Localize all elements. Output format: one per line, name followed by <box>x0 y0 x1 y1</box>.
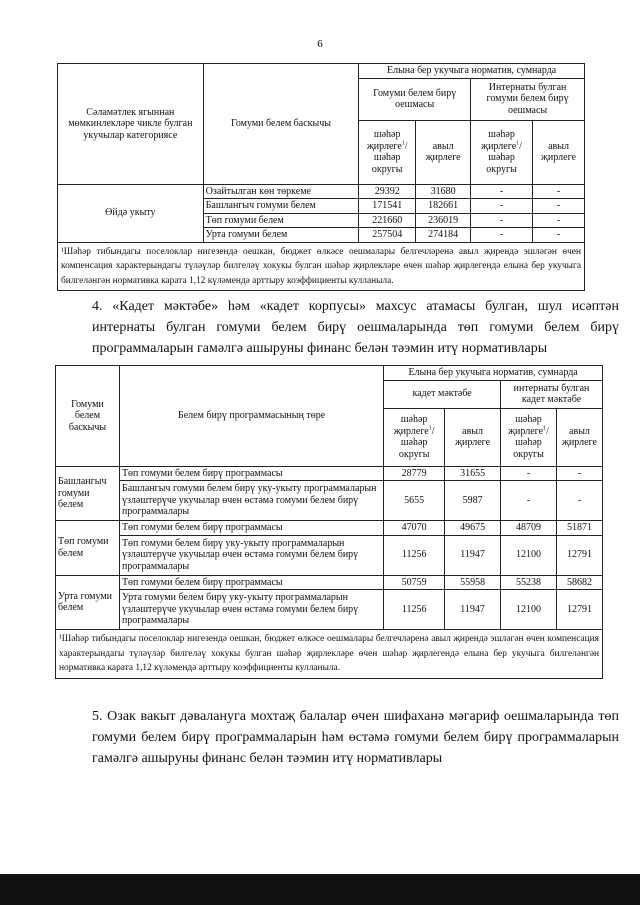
header-city <box>471 120 533 184</box>
header-general-org: Гомуми белем бирү оешмасы <box>359 78 471 120</box>
cell-value: 29392 <box>359 184 416 199</box>
header-norm: Елына бер укучыга норматив, сумнарда <box>359 64 585 79</box>
header-city-a: шәһәр җирлеге <box>508 414 544 437</box>
cell-value: 171541 <box>359 199 416 214</box>
header-rural: авыл җирлеге <box>533 120 585 184</box>
cell-value: 47070 <box>384 521 445 536</box>
cell-value: - <box>471 184 533 199</box>
row-program: Төп гомуми белем бирү уку-укыту программаларын үзләштерүче укучылар өчен өстәмә гомуми белем бирү программалары <box>119 535 383 575</box>
cell-value: 58682 <box>556 575 602 590</box>
footnote: ¹Шәһәр тибындагы поселоклар нигезендә оешкан, бюджет өлкәсе оешмалары белгечләренә авыл җирендә эшләгән өчен компенсация характерындагы түләүләр билгеләү хокукы булган шәһәр җирлекләре өчен шәһәр җирлегендә елына бер укучыга билгеләнгән нормативка карата 1,12 күләмендә арттыру коэффициенты кулланыла. <box>58 242 585 291</box>
cell-value: 257504 <box>359 228 416 243</box>
header-category: Сәламәтлек ягыннан мөмкинлекләре чикле булган укучылар категориясе <box>58 64 204 185</box>
header-rural: авыл җирлеге <box>416 120 471 184</box>
header-kadet-internat: интернаты булган кадет мәктәбе <box>501 380 603 408</box>
cell-value: - <box>533 184 585 199</box>
row-program: Башлангыч гомуми белем бирү уку-укыту программаларын үзләштерүче укучылар өчен өстәмә гомуми белем бирү программалары <box>119 481 383 521</box>
cell-value: 11947 <box>445 590 501 630</box>
cell-value: 11256 <box>384 590 445 630</box>
row-program: Төп гомуми белем бирү программасы <box>119 575 383 590</box>
header-level: Гомуми белем баскычы <box>203 64 359 185</box>
cell-value: - <box>533 199 585 214</box>
cell-value: 31655 <box>445 466 501 481</box>
header-city-a: шәһәр җирлеге <box>393 414 429 437</box>
cell-value: 11256 <box>384 535 445 575</box>
cell-value: 55238 <box>501 575 557 590</box>
cell-value: - <box>533 213 585 228</box>
cell-value: 12100 <box>501 590 557 630</box>
header-kadet: кадет мәктәбе <box>384 380 501 408</box>
cell-value: 11947 <box>445 535 501 575</box>
row-level: Озайтылган көн төркеме <box>203 184 359 199</box>
header-city-b: / шәһәр округы <box>371 140 408 175</box>
cell-value: 31680 <box>416 184 471 199</box>
row-level: Төп гомуми белем <box>203 213 359 228</box>
cell-value: 49675 <box>445 521 501 536</box>
header-city <box>384 408 445 466</box>
row-program: Урта гомуми белем бирү уку-укыту программаларын үзләштерүче укучылар өчен өстәмә гомуми белем бирү программалары <box>119 590 383 630</box>
group-level: Төп гомуми белем <box>56 521 120 576</box>
header-rural: авыл җирлеге <box>556 408 602 466</box>
header-city <box>501 408 557 466</box>
cell-value: 50759 <box>384 575 445 590</box>
cell-value: 12791 <box>556 535 602 575</box>
cell-value: 55958 <box>445 575 501 590</box>
scan-bottom-edge <box>0 874 640 905</box>
header-city-a: шәһәр җирлеге <box>481 129 517 152</box>
cell-value: 182661 <box>416 199 471 214</box>
header-city-b: / шәһәр округы <box>513 425 549 460</box>
header-city <box>359 120 416 184</box>
cell-value: 5655 <box>384 481 445 521</box>
footnote-mark: 1 <box>516 140 520 147</box>
norms-table-kadet <box>55 365 603 679</box>
header-city-a: шәһәр җирлеге <box>366 129 402 152</box>
page-number: 6 <box>317 38 323 50</box>
footnote: ¹Шәһәр тибындагы поселоклар нигезендә оешкан, бюджет өлкәсе оешмалары белгечләренә авыл җирендә эшләгән өчен компенсация характерындагы түләүләр билгеләү хокукы булган шәһәр җирлекләре өчен шәһәр җирлегендә елына бер укучыга билгеләнгән нормативка карата 1,12 күләмендә арттыру коэффициенты кулланыла. <box>56 630 603 679</box>
cell-value: - <box>501 481 557 521</box>
header-program: Белем бирү программасының төре <box>119 366 383 467</box>
row-level: Урта гомуми белем <box>203 228 359 243</box>
cell-value: - <box>471 228 533 243</box>
header-norm: Елына бер укучыга норматив, сумнарда <box>384 366 603 381</box>
cell-value: 28779 <box>384 466 445 481</box>
cell-value: 51871 <box>556 521 602 536</box>
cell-value: - <box>471 213 533 228</box>
cell-value: 12100 <box>501 535 557 575</box>
header-city-b: / шәһәр округы <box>398 425 435 460</box>
cell-value: - <box>471 199 533 214</box>
header-internat-org: Интернаты булган гомуми белем бирү оешмасы <box>471 78 585 120</box>
cell-value: 221660 <box>359 213 416 228</box>
cell-value: - <box>533 228 585 243</box>
group-level: Башлангыч гомуми белем <box>56 466 120 521</box>
group-level: Урта гомуми белем <box>56 575 120 630</box>
row-program: Төп гомуми белем бирү программасы <box>119 466 383 481</box>
cell-value: 5987 <box>445 481 501 521</box>
footnote-mark: 1 <box>428 425 432 432</box>
cell-value: - <box>556 481 602 521</box>
row-program: Төп гомуми белем бирү программасы <box>119 521 383 536</box>
section-4-heading: 4. «Кадет мәктәбе» һәм «кадет корпусы» махсус атамасы булган, шул исәптән интернаты булган гомуми белем бирү оешмаларында төп гомуми белем бирү программаларын гамәлгә ашыруны финанс белән тәэмин итү нормативлары <box>92 299 619 356</box>
cell-value: 12791 <box>556 590 602 630</box>
row-level: Башлангыч гомуми белем <box>203 199 359 214</box>
cell-value: - <box>501 466 557 481</box>
header-level: Гомуми белем баскычы <box>56 366 120 467</box>
footnote-mark: 1 <box>401 140 405 147</box>
cell-value: 274184 <box>416 228 471 243</box>
cell-value: - <box>556 466 602 481</box>
cell-value: 236019 <box>416 213 471 228</box>
header-rural: авыл җирлеге <box>445 408 501 466</box>
footnote-mark: 1 <box>543 425 547 432</box>
section-5-heading: 5. Озак вакыт дәвалануга мохтаҗ балалар өчен шифаханә мәгариф оешмаларында төп гомуми белем бирү программаларын һәм өстәмә гомуми белем бирү программаларын гамәлгә ашыруны финанс белән тәэмин итү нормативлары <box>92 709 619 766</box>
cell-value: 48709 <box>501 521 557 536</box>
norms-table-home-schooling <box>57 63 585 291</box>
group-label: Өйдә укыту <box>58 184 204 242</box>
header-city-b: / шәһәр округы <box>486 140 522 175</box>
